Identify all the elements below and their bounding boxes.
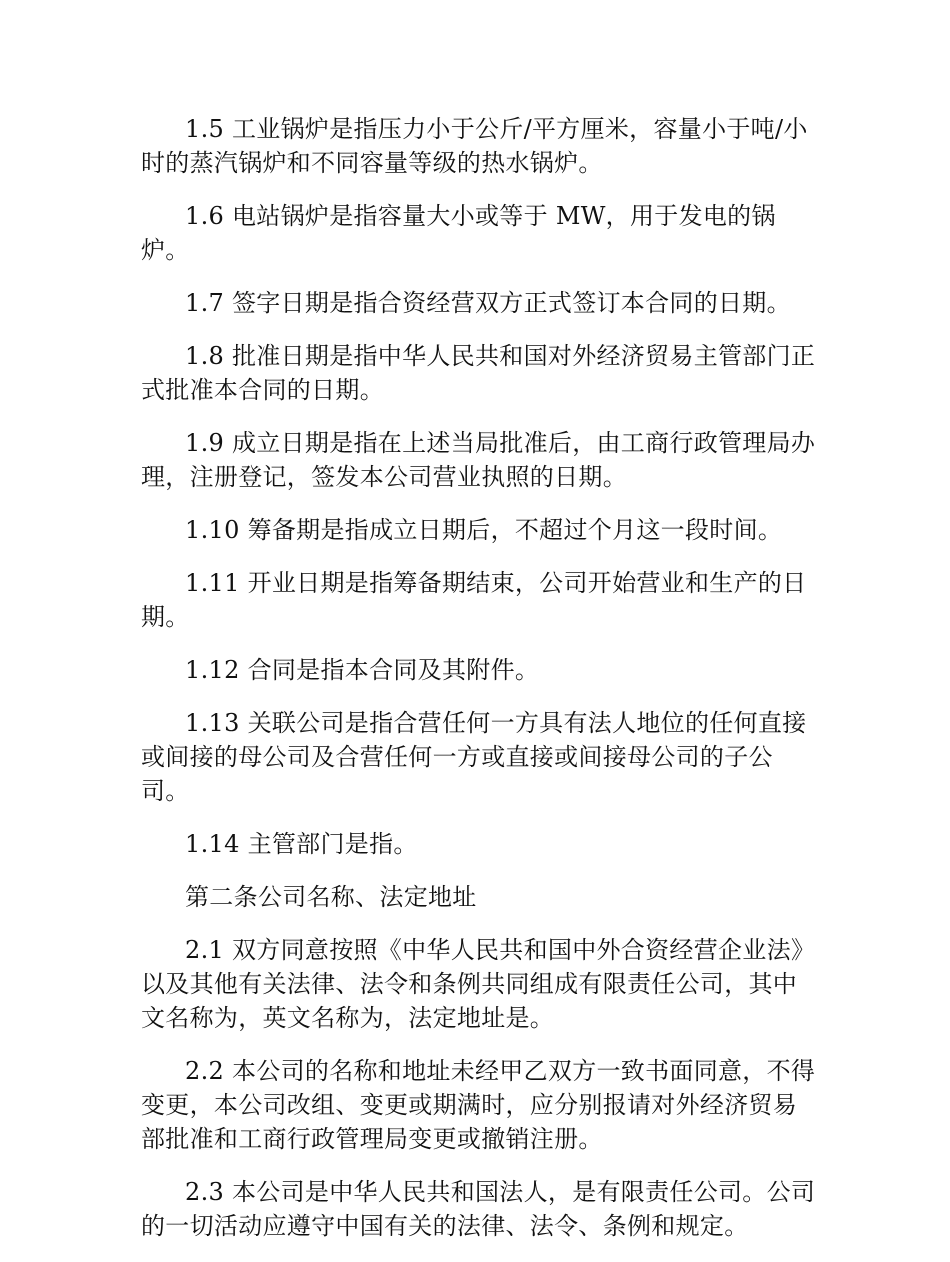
document-body — [141, 112, 821, 1262]
paragraph-1-6: 1.6 电站锅炉是指容量大小或等于 MW，用于发电的锅炉。 — [141, 202, 776, 264]
paragraph-1-13: 1.13 关联公司是指合营任何一方具有法人地位的任何直接或间接的母公司及合营任何一方或直接或间接母公司的子公司。 — [141, 709, 807, 805]
paragraph-1-7: 1.7 签字日期是指合资经营双方正式签订本合同的日期。 — [185, 289, 791, 317]
paragraph-2-1: 2.1 双方同意按照《中华人民共和国中外合资经营企业法》以及其他有关法律、法令和条例共同组成有限责任公司，其中文名称为，英文名称为，法定地址是。 — [141, 936, 816, 1032]
paragraph-1-12: 1.12 合同是指本合同及其附件。 — [185, 656, 540, 684]
section-heading-article-2: 第二条公司名称、法定地址 — [185, 883, 477, 911]
paragraph-2-3: 2.3 本公司是中华人民共和国法人，是有限责任公司。公司的一切活动应遵守中国有关的法律、法令、条例和规定。 — [141, 1178, 816, 1240]
paragraph-1-11: 1.11 开业日期是指筹备期结束，公司开始营业和生产的日期。 — [141, 569, 807, 631]
paragraph-1-5: 1.5 工业锅炉是指压力小于公斤/平方厘米，容量小于吨/小时的蒸汽锅炉和不同容量等级的热水锅炉。 — [141, 115, 808, 177]
paragraph-1-8: 1.8 批准日期是指中华人民共和国对外经济贸易主管部门正式批准本合同的日期。 — [141, 342, 816, 404]
paragraph-1-14: 1.14 主管部门是指。 — [185, 830, 418, 858]
paragraph-1-10: 1.10 筹备期是指成立日期后，不超过个月这一段时间。 — [185, 516, 783, 544]
paragraph-2-2: 2.2 本公司的名称和地址未经甲乙双方一致书面同意，不得变更，本公司改组、变更或期满时，应分别报请对外经济贸易部批准和工商行政管理局变更或撤销注册。 — [141, 1057, 816, 1153]
paragraph-1-9: 1.9 成立日期是指在上述当局批准后，由工商行政管理局办理，注册登记，签发本公司营业执照的日期。 — [141, 429, 816, 491]
